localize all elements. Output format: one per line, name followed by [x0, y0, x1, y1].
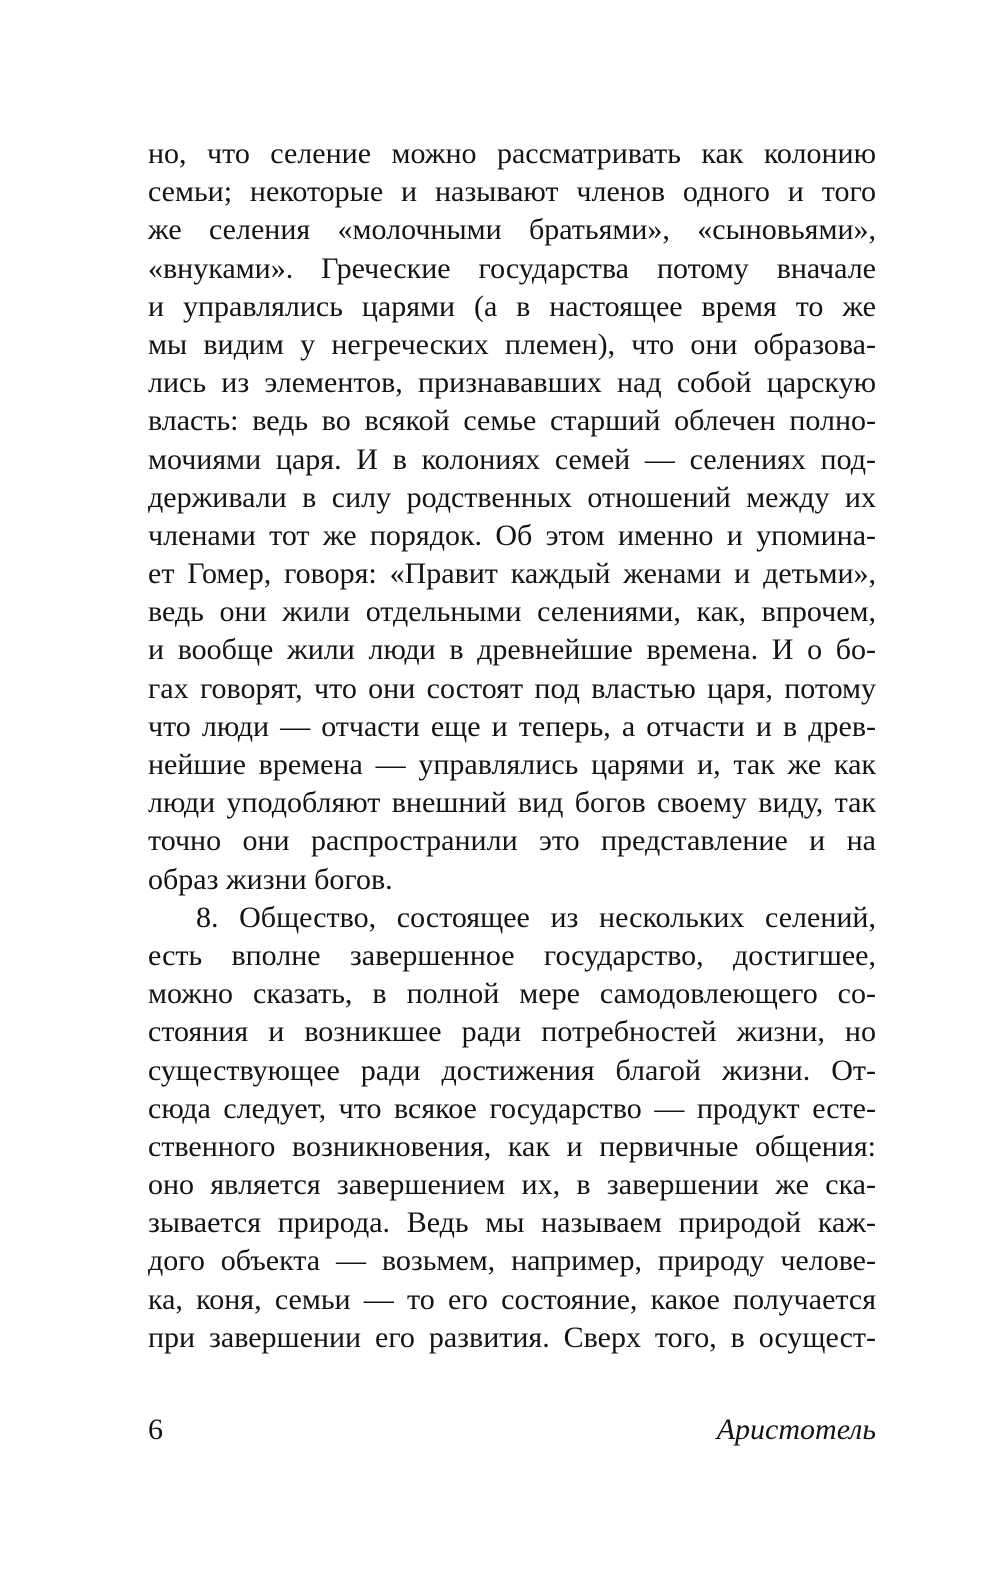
- text-line: точно они распространили это представление и на: [148, 824, 876, 858]
- paragraph-start-line: 8. Общество, состоящее из нескольких селений,: [196, 900, 876, 934]
- page-footer: [148, 1410, 876, 1450]
- text-line: и управлялись царями (а в настоящее время то же: [148, 289, 876, 323]
- text-line: же селения «молочными братьями», «сыновьями»,: [148, 213, 876, 247]
- text-line: мочиями царя. И в колониях семей — селениях под-: [148, 442, 876, 476]
- body-text: [148, 135, 876, 1357]
- text-line: держивали в силу родственных отношений между их: [148, 480, 876, 514]
- text-line: дого объекта — возьмем, например, природу челове-: [148, 1244, 876, 1278]
- running-head-author: Аристотель: [716, 1413, 876, 1446]
- text-line: и вообще жили люди в древнейшие времена. И о бо-: [148, 633, 876, 667]
- text-line: есть вполне завершенное государство, достигшее,: [148, 938, 876, 972]
- text-line: ведь они жили отдельными селениями, как, впрочем,: [148, 595, 876, 629]
- text-line: существующее ради достижения благой жизни. От-: [148, 1053, 876, 1087]
- text-line: сюда следует, что всякое государство — продукт есте-: [148, 1091, 876, 1125]
- text-line: лись из элементов, признававших над собой царскую: [148, 366, 876, 400]
- text-line: люди уподобляют внешний вид богов своему виду, так: [148, 786, 876, 820]
- text-line: ет Гомер, говоря: «Правит каждый женами и детьми»,: [148, 557, 876, 591]
- text-line: при завершении его развития. Сверх того, в осущест-: [148, 1320, 876, 1354]
- text-line: что люди — отчасти еще и теперь, а отчасти и в древ-: [148, 709, 876, 743]
- text-line: семьи; некоторые и называют членов одного и того: [148, 175, 876, 209]
- text-line: «внуками». Греческие государства потому вначале: [148, 251, 876, 285]
- text-line: ка, коня, семьи — то его состояние, какое получается: [148, 1282, 876, 1316]
- text-line: нейшие времена — управлялись царями и, так же как: [148, 748, 876, 781]
- text-line: можно сказать, в полной мере самодовлеющего со-: [148, 977, 876, 1011]
- paragraph-end-line: образ жизни богов.: [148, 862, 393, 896]
- text-line: но, что селение можно рассматривать как колонию: [148, 137, 876, 170]
- text-line: членами тот же порядок. Об этом именно и упомина-: [148, 518, 876, 552]
- text-line: власть: ведь во всякой семье старший облечен полно-: [148, 404, 876, 438]
- text-line: стояния и возникшее ради потребностей жизни, но: [148, 1015, 876, 1049]
- text-line: оно является завершением их, в завершении же ска-: [148, 1168, 876, 1202]
- page-number: 6: [148, 1413, 163, 1446]
- text-line: ственного возникновения, как и первичные общения:: [148, 1129, 876, 1163]
- text-line: зывается природа. Ведь мы называем природой каж-: [148, 1206, 876, 1240]
- text-line: гах говорят, что они состоят под властью царя, потому: [148, 671, 876, 705]
- text-line: мы видим у негреческих племен), что они образова-: [148, 327, 876, 361]
